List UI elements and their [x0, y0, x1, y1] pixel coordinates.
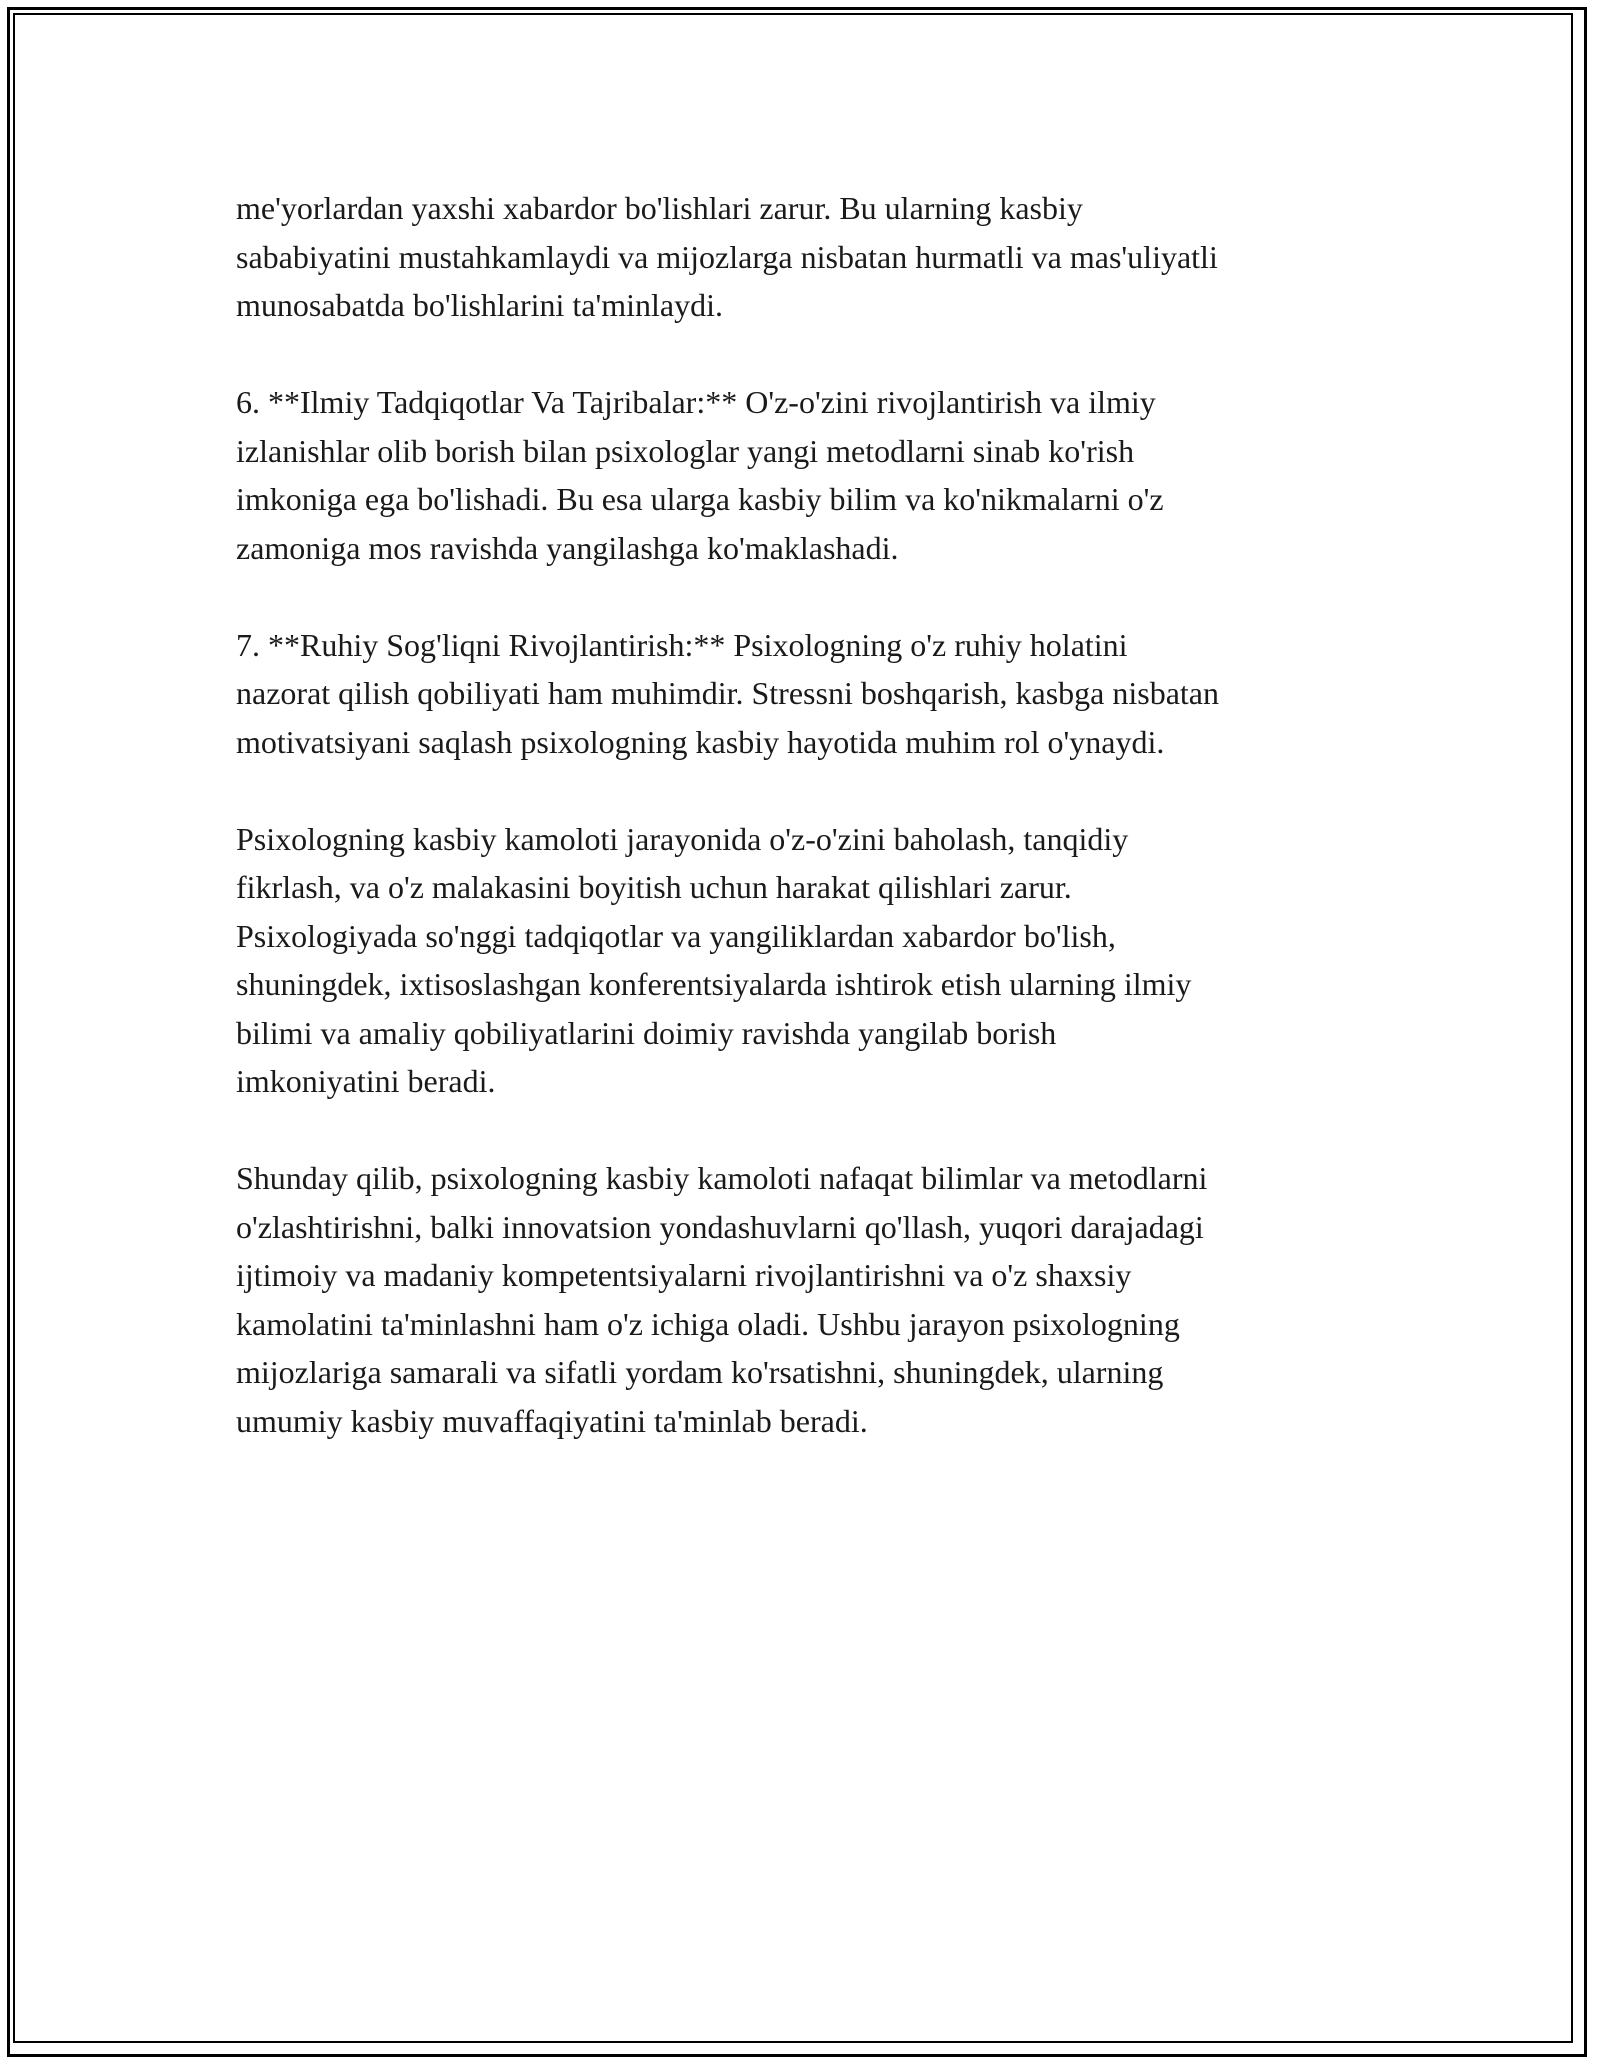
document-body: [236, 184, 1396, 1494]
paragraph-item-7-mental-health: 7. **Ruhiy Sog'liqni Rivojlantirish:** Psixologning o'z ruhiy holatini nazorat qilish qobiliyati ham muhimdir. Stressni boshqarish, kasbga nisbatan motivatsiyani saqlash psixologning kasbiy hayotida muhim rol o'ynaydi.: [236, 626, 1219, 760]
paragraph-conclusion: Shunday qilib, psixologning kasbiy kamoloti nafaqat bilimlar va metodlarni o'zlashtirishni, balki innovatsion yondashuvlarni qo'llash, yuqori darajadagi ijtimoiy va madaniy kompetentsiyalarni rivojlantirishni va o'z shaxsiy kamolatini ta'minlashni ham o'z ichiga oladi. Ushbu jarayon psixologning mijozlariga samarali va sifatli yordam ko'rsatishni, shuningdek, ularning umumiy kasbiy muvaffaqiyatini ta'minlab beradi.: [236, 1160, 1208, 1439]
paragraph-item-6-scientific-research: 6. **Ilmiy Tadqiqotlar Va Tajribalar:** O'z-o'zini rivojlantirish va ilmiy izlanishlar olib borish bilan psixologlar yangi metodlarni sinab ko'rish imkoniga ega bo'lishadi. Bu esa ularga kasbiy bilim va ko'nikmalarni o'z zamoniga mos ravishda yangilashga ko'maklashadi.: [236, 384, 1164, 566]
paragraph-intro-continuation: me'yorlardan yaxshi xabardor bo'lishlari zarur. Bu ularning kasbiy sababiyatini mustahkamlaydi va mijozlarga nisbatan hurmatli va mas'uliyatli munosabatda bo'lishlarini ta'minlaydi.: [236, 190, 1218, 323]
paragraph-professional-growth: Psixologning kasbiy kamoloti jarayonida o'z-o'zini baholash, tanqidiy fikrlash, va o'z malakasini boyitish uchun harakat qilishlari zarur. Psixologiyada so'nggi tadqiqotlar va yangiliklardan xabardor bo'lish, shuningdek, ixtisoslashgan konferentsiyalarda ishtirok etish ularning ilmiy bilimi va amaliy qobiliyatlarini doimiy ravishda yangilab borish imkoniyatini beradi.: [236, 820, 1192, 1099]
